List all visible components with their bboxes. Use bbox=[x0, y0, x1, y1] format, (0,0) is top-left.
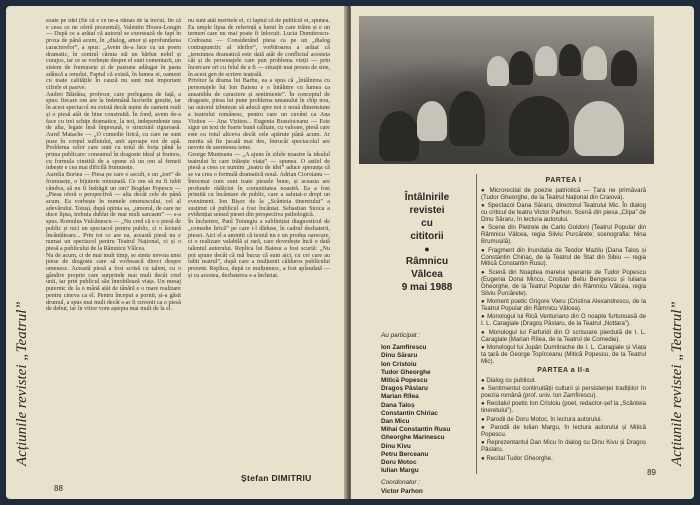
author-signature: Ștefan DIMITRIU bbox=[241, 473, 312, 483]
paragraph: În încheiere, Paul Tutungiu a sublinițiat diagnosticul de „comedie lirică” pe care i-l dăduse, în cadrul dezbaterii, piesei. Aici el a amintit că textul nu e un produs oarecare, ci o realizare valabilă și rară, care dovedește încă o dată talentul autorului. Replica lui Baiesu a fost scurtă: „Nu pot spune decât că mă bucur că sunt aici, cu cei care au iubit teatrul”, după care a mulțumit călduros publicului prezent. Replica, după ce mulțumesc, a fost aplaudată — și cu acestea, dezbaterea s-a încheiat. bbox=[188, 219, 330, 279]
bullet-icon: ● bbox=[424, 244, 430, 254]
program-item: ● Reprezentantul Dan Micu în dialog cu Dinu Kivu și Dragoș Pâslaru. bbox=[481, 439, 646, 454]
right-side-title: Acțiunile revistei „Teatrul” bbox=[669, 301, 685, 466]
left-page bbox=[6, 6, 346, 499]
paragraph: George Munteanu — „A ajuns în zilele noastre la idealul teatrului în care trăiește viața” — spunea. O astfel de piesă a ceea ce numim „teatru de idei” aduce speranța că se va crea o formulă dramatică nouă. Adrian Cioroianu — Întocmai cum sunt toate piesele bune, și aceasta are profunde rădăcini în comunitatea noastră. Ea a fost primită cu încântare de public, care a salutat-o drept un eveniment. Ion Bișoc de la „Scânteia tineretului” a susținut că publicul a fost încântat. Sebastian Stoica a evidențiat sensul piesei din perspectiva psihologică. bbox=[188, 152, 330, 219]
paragraph: Andrei Bătrâna, profesor, care prelegarea de față, a spus: fiecare om are la îndemână lucrurile greșite, iar în acest spectacol nu există decât nume de oameni reali și o piesă atât de bine construită. În fond, avem de-a face cu trei schițe dramatice, la noi, independente una de alta, legate însă împreună, o structură riguroasă. Aurel Matache — „O comedie lirică, cu care ne sunt puse în corpul sufletului, anii aproape noi de apă. Problema celor care sunt cu totul de forța până la prima publicare: consumul în dragoste ideal și frumos, cu formula cinstită de a spune că un om al femeii iubește e cea mai dificilă frumusețe. bbox=[46, 91, 181, 172]
program-item: ● Microrecital de poezie patriotică — Țara ne primăvară (Tudor Gheorghe, de la Teatrul Național din Craiova). bbox=[481, 186, 646, 201]
program-item: ● Sentimentul continuității culturii și persistenței tradițiilor în poezia română (prof. univ. Ion Zamfirescu). bbox=[481, 384, 646, 399]
program-item: ● Moment poetic Grigore Vieru (Cristina Alexandrescu, de la Teatrul Popular din Râmnicu Vâlcea). bbox=[481, 298, 646, 312]
participant: Gheorghe Marinescu bbox=[381, 434, 445, 442]
program-item: ● Monologul lui Farfuridi din O scrisoare pierdută de I. L. Caragiale (Marian Rîlea, de la Teatrul de Comedie). bbox=[481, 328, 646, 343]
event-line: revistei bbox=[409, 205, 445, 216]
participant: Petru Berceanu bbox=[381, 450, 429, 458]
event-program bbox=[481, 176, 646, 464]
event-city: Vâlcea bbox=[411, 269, 443, 280]
participant: Ion Zamfirescu bbox=[381, 344, 427, 352]
event-line: cititorii bbox=[410, 231, 444, 242]
participants-list bbox=[381, 332, 471, 496]
event-photo bbox=[359, 16, 654, 164]
paragraph: Nu de acum, ci de mai mult timp, se simte nevoia unei piese de dragoste care să vorbească direct despre omenesc. Această piesă a fost scrisă cu talent, cu o gândire proprie care surprinde mai mult decât cred unii, iar prin publicul său înnobilează viața. Un mesaj puternic de la o mână atât de tânără e o mare realizare pentru cineva ca el. Pentru început a pornit, și-a găsit drumul, a spus mai mult decât s-ar fi cuvenit ca o piesă de debut, iar în viitor vom aștepta mai mult de la el. bbox=[46, 252, 181, 313]
participant: Dinu Săraru bbox=[381, 352, 418, 360]
event-line: Întâlnirile bbox=[404, 192, 450, 203]
part-2-title: PARTEA a II-a bbox=[537, 366, 590, 374]
participant: Iulian Margu bbox=[381, 467, 419, 475]
part-1-title: PARTEA I bbox=[545, 177, 582, 184]
right-page bbox=[351, 6, 694, 499]
left-column-2 bbox=[188, 18, 330, 468]
program-item: ● Recitalul poetic Ion Cristoiu (poet, redactor-șef la „Scânteia tineretului”). bbox=[481, 400, 646, 415]
participant: Tudor Gheorghe bbox=[381, 368, 431, 376]
participant: Doru Motoc bbox=[381, 459, 417, 467]
participant: Mitică Popescu bbox=[381, 377, 428, 385]
program-item: ● Parodii de Iulian Margu, în lectura autorului și Mitică Popescu. bbox=[481, 424, 646, 438]
participant: Dan Micu bbox=[381, 418, 410, 426]
participant: Dragoș Pâslaru bbox=[381, 385, 428, 393]
left-side-title: Acțiunile revistei „Teatrul” bbox=[14, 301, 30, 466]
page-number-right: 89 bbox=[647, 468, 656, 477]
coordinator: Victor Parhon bbox=[381, 487, 423, 495]
paragraph: nu sunt atât meritele ei, ci faptul că de publicul ei, spunea. Ea umple lipsa de referință a lumii în care trăim și e un termen care nu mai poate fi înlocuit. Lucia Dumitrescu-Codreanu — Considerând piesa ca pe un „dialog contrapunctic al ideilor”, vorbitoarea a arătat că „tensiunea dramatică este dată atât de conflictul acesteia cât și de personajele care pun problema vieții — prin încercare ori cu felul de a fi — situații mai presus de sine, în acest gen de scriere teatrală. bbox=[188, 18, 330, 78]
program-item: ● Scenă din Noaptea marelui speranțe de Tudor Popescu (Eugenia Dona Mincu, Cristian Bellu Bengescu și Iuliana Gheorghe, de la Teatrul Popular din Râmnicu Vâlcea, regia Silviu Purcărete). bbox=[481, 268, 646, 297]
program-item: ● Fragment din Inundația de Teodor Mazilu (Dana Taloș și Constantin Chiriac, de la Teatrul de Stat din Sibiu — regia Mitică Constantin Rusu). bbox=[481, 246, 646, 268]
event-title-block bbox=[383, 191, 471, 294]
program-item: ● Recital Tudor Gheorghe. bbox=[481, 454, 553, 462]
program-item: ● Dialog cu publicul. bbox=[481, 376, 536, 384]
participant: Mihai Constantin Rusu bbox=[381, 426, 451, 434]
participant: Marian Rîlea bbox=[381, 393, 419, 401]
participant: Ion Cristoiu bbox=[381, 360, 417, 368]
paragraph: Privitor la drama lui Barbu, ea a spus că „întâlnirea cu personajele lui Ion Baiesu e o întâlnire cu lumea ca ansamblu de caractere și sentimente”. În conceptul de dragoste, piesa lui pune problema umanului în chip nou, iar autorul izbutește să aducă spre noi o nouă dimensiune a teatrului românesc, pentru care un cuvânt ca Ana Viziteu — Ana Viziteu... Eugenia Busuioceanu — Este sigur un text de foarte bună calitate, cu valoare, piesă care este cu totul altceva decât cele apărute până acum. Ar merita să fie jucată mai des, întrucât spectacolul are nevoie de asemenea teme. bbox=[188, 78, 330, 152]
left-column-1 bbox=[46, 18, 181, 468]
event-city: Râmnicu bbox=[405, 256, 449, 267]
column-divider bbox=[476, 174, 477, 474]
coordinator-heading: Coordonator : bbox=[381, 479, 421, 487]
paragraph: Aurelia Boriea — Piesa pe care o ascult, e un „tort” de frumusețe, o bijuterie minunată. Ce om să nu fi iubit cândva, să nu fi îndrăgit un om? Bogdan Popescu — „Piesa oferă o perspectivă — alta decât cele de până acum. Ea vorbește în numele omenescului, cel al adevărului. Totuși, după opinia sa, „umorul, de care ne duce lipsa, trebuia dublat de mai mult sarcasm” — s-a spus. Romulus Vulcănescu — „Nu cred că e o piesă de public și nici un spectacol pentru public, ci o lectură încântătoare... Prin tot ce are ea, această piesă nu e numai un spectacol pentru Teatrul Național, ci și o piesă a publicului de la Râmnicu Vâlcea. bbox=[46, 172, 181, 252]
program-item: ● Spectacol Dana Săraru, directorul Teatrului Mic. În dialog cu criticul de teatru Victor Parhon. Scenă din piesa „Clipa” de Dinu Săraru, în lectura autorului. bbox=[481, 202, 646, 224]
magazine-spread bbox=[6, 6, 694, 499]
participant: Constantin Chiriac bbox=[381, 409, 438, 417]
page-number-left: 88 bbox=[54, 484, 63, 493]
event-line: cu bbox=[421, 218, 433, 229]
event-date: 9 mai 1988 bbox=[401, 282, 453, 293]
participant: Dinu Kivu bbox=[381, 442, 411, 450]
program-item: ● Monologul lui Jupân Dumitrache de I. L. Caragiale și Viața ta țară de George Topîrceanu (Mitică Popescu, de la Teatrul Mic). bbox=[481, 343, 646, 365]
paragraph: axate pe idei (fie că e ce ne-a rămas de la trecut, fie că e ceea ce ne oferă prezentul). Valentin Hossu-Longin — După ce a arătat că autorul se exersează de fapt în proza de până acum, în „dialog, amor și aprofundarea caracterelor”, a spus: „Avem de-a face cu un poem dramatic, în centrul căruia stă un bărbat nobil și curajos, iar ce se vorbește despre el sunt comentarii, un sistem de frumusețe și de pasiune adăugat în pasta adâncă a omului. Faptul că există, în lumea ei, oameni cu toate calitățile în cauză nu sunt mai important cifrele ei pasive. bbox=[46, 18, 181, 92]
program-item: ● Parodii de Doru Motoc, în lectura autorului. bbox=[481, 415, 603, 423]
program-item: ● Scene din Pietrele de Carlo Goldoni (Teatrul Popular din Râmnicu Vâlcea, regia Silviu Purcărete; scenografia: Nina Brumușilă). bbox=[481, 224, 646, 246]
participants-heading: Au participat : bbox=[381, 332, 421, 339]
participant: Dana Taloș bbox=[381, 401, 415, 409]
program-item: ● Monologul lui Rică Venturiano din O noapte furtunoasă de I. L. Caragiale (Dragoș Pâslaru, de la Teatrul „Nottara”). bbox=[481, 313, 646, 328]
